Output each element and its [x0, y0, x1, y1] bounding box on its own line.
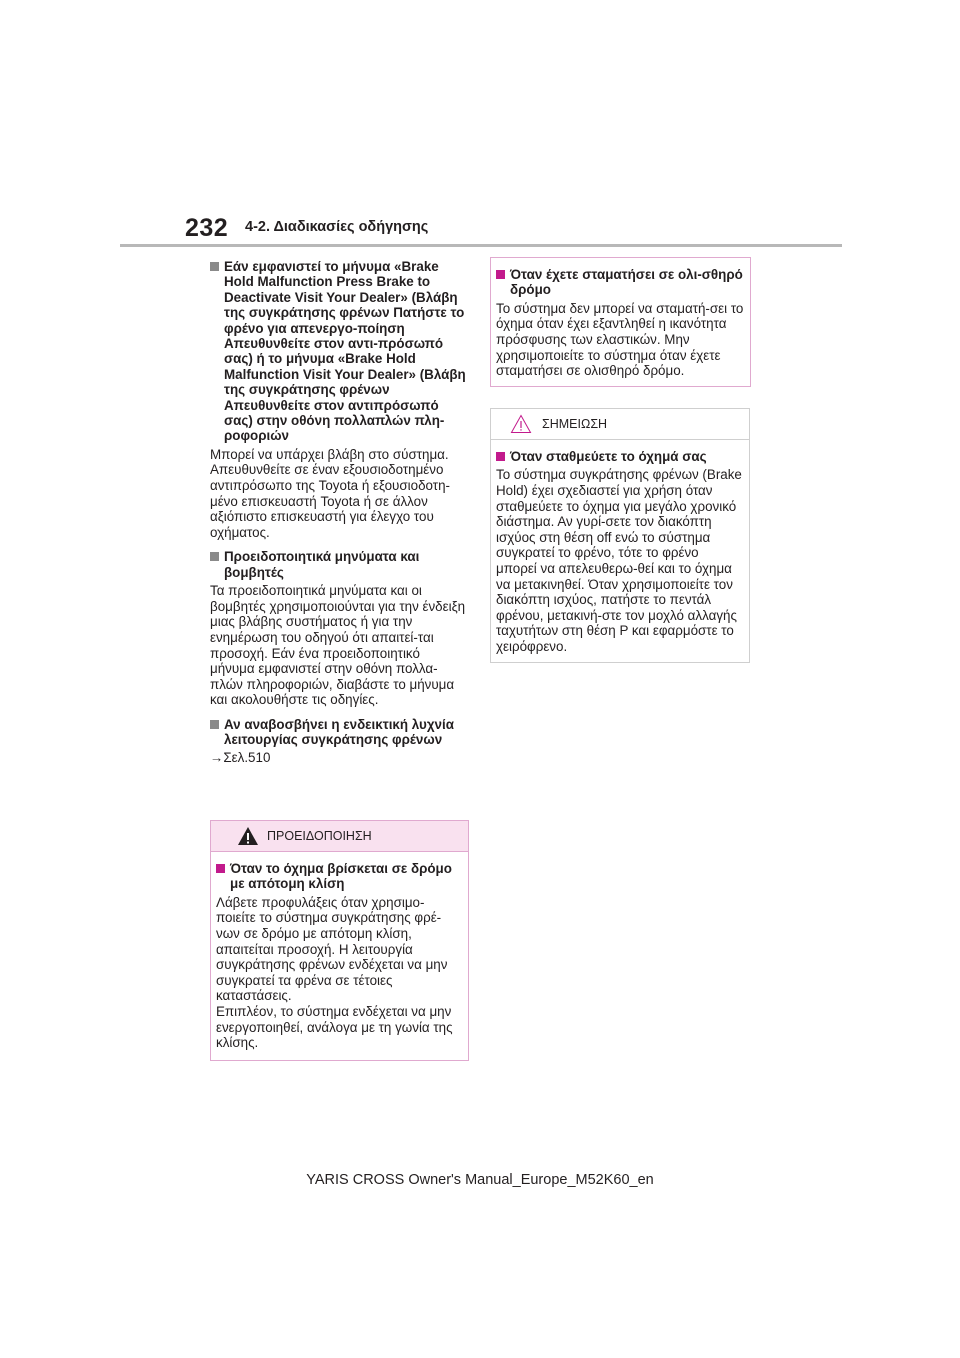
notice-label: ΣΗΜΕΙΩΣΗ: [542, 417, 608, 431]
page-reference-link[interactable]: →Σελ.510: [210, 749, 271, 765]
slippery-road-box: [490, 257, 751, 387]
notice-header: [491, 409, 749, 440]
slippery-road-heading: [496, 267, 744, 298]
notice-heading-text: Όταν σταθμεύετε το όχημά σας: [510, 449, 707, 464]
warning-body: [211, 852, 468, 1066]
bullet-square-icon: [216, 864, 225, 873]
notice-heading: [496, 449, 743, 464]
section-heading-text: Εάν εμφανιστεί το μήνυμα «Brake Hold Malfunction Press Brake to Deactivate Visit Your Dealer» (Βλάβη της συγκράτησης φρένων Πατήστε το φρένο για απενεργο-ποίηση Απευθυνθείτε στον αντι-πρόσωπό σας) ή το μήνυμα «Brake Hold Malfunction Visit Your Dealer» (Βλάβη της συγκράτησης φρένων Απευθυνθείτε στον αντιπρόσωπό σας) στην οθόνη πολλαπλών πλη-ροφοριών: [224, 259, 466, 444]
slippery-road-body: [491, 258, 750, 394]
warning-header: [211, 821, 468, 852]
warning-text-extra: Επιπλέον, το σύστημα ενδέχεται να μην ενεργοποιηθεί, ανάλογα με τη γωνία της κλίσης.: [216, 1003, 453, 1051]
section-heading-text: Προειδοποιητικά μηνύματα και βομβητές: [224, 549, 420, 580]
warning-triangle-icon: [237, 826, 259, 846]
warning-heading-text: Όταν το όχημα βρίσκεται σε δρόμο με απότομη κλίση: [230, 861, 452, 892]
warning-text: Λάβετε προφυλάξεις όταν χρησιμο-ποιείτε το σύστημα συγκράτησης φρέ-νων σε δρόμο με απότομη κλίση, απαιτείται προσοχή. Η λειτουργία συγκράτησης φρένων ενδέχεται να μην συγκρατεί τα φρένα σε τέτοιες καταστάσεις.: [216, 894, 448, 1004]
slippery-road-text: Το σύστημα δεν μπορεί να σταματή-σει το όχημα όταν έχει εξαντληθεί η ικανότητα πρόσφυσης των ελαστικών. Μην χρησιμοποιείτε το σύστημα όταν έχετε σταματήσει σε ολισθηρό δρόμο.: [496, 300, 744, 379]
section-heading: [210, 717, 468, 748]
left-column: [210, 256, 468, 765]
notice-box: [490, 408, 750, 663]
bullet-square-icon: [210, 720, 219, 729]
section-heading: [210, 259, 468, 444]
page-number: 232: [185, 214, 229, 242]
section-body: Τα προειδοποιητικά μηνύματα και οι βομβητές χρησιμοποιούνται για την ένδειξη μιας βλάβης συστήματος ή για την ενημέρωση του οδηγού ότι απαιτεί-ται προσοχή. Εάν ένα προειδοποιητικό μήνυμα εμφανιστεί στην οθόνη πολλα-πλών πληροφοριών, διαβάστε το μήνυμα και ακολουθήστε τις οδηγίες.: [210, 583, 466, 708]
page-footer: YARIS CROSS Owner's Manual_Europe_M52K60_en: [306, 1172, 654, 1188]
notice-text: Το σύστημα συγκράτησης φρένων (Brake Hold) έχει σχεδιαστεί για χρήση όταν σταθμεύετε το όχημα για μεγάλο χρονικό διάστημα. Αν γυρί-σετε τον διακόπτη ισχύος στη θέση off ενώ το σύστημα συγκρατεί το φρένο, τότε το φρένο μπορεί να απελευθερω-θεί και το όχημα να μετακινηθεί. Όταν χρησιμοποιείτε τον διακόπτη ισχύος, πατήστε το πεντάλ φρένου, μετακινή-στε τον μοχλό αλλαγής ταχυτήτων στη θέση P και εφαρμόστε το χειρόφρενο.: [496, 467, 742, 654]
warning-heading: [216, 861, 462, 892]
warning-label: ΠΡΟΕΙΔΟΠΟΙΗΣΗ: [267, 829, 372, 843]
warning-box: [210, 820, 469, 1061]
bullet-square-icon: [210, 552, 219, 561]
notice-triangle-icon: [510, 414, 532, 434]
section-body: Μπορεί να υπάρχει βλάβη στο σύστημα. Απευθυνθείτε σε έναν εξουσιοδοτημένο αντιπρόσωπο της Toyota ή εξουσιοδοτη-μένο επισκευαστή Toyota ή σε άλλον αξιόπιστο επισκευαστή για έλεγχο του οχήματος.: [210, 446, 450, 540]
page-header: [0, 0, 960, 260]
notice-body: [491, 440, 749, 670]
bullet-square-icon: [496, 452, 505, 461]
section-title: 4-2. Διαδικασίες οδήγησης: [245, 219, 429, 235]
header-divider: [120, 244, 842, 247]
bullet-square-icon: [496, 270, 505, 279]
slippery-road-heading-text: Όταν έχετε σταματήσει σε ολι-σθηρό δρόμο: [510, 267, 743, 298]
section-heading: [210, 549, 468, 580]
section-heading-text: Αν αναβοσβήνει η ενδεικτική λυχνία λειτουργίας συγκράτησης φρένων: [224, 717, 454, 748]
bullet-square-icon: [210, 262, 219, 271]
